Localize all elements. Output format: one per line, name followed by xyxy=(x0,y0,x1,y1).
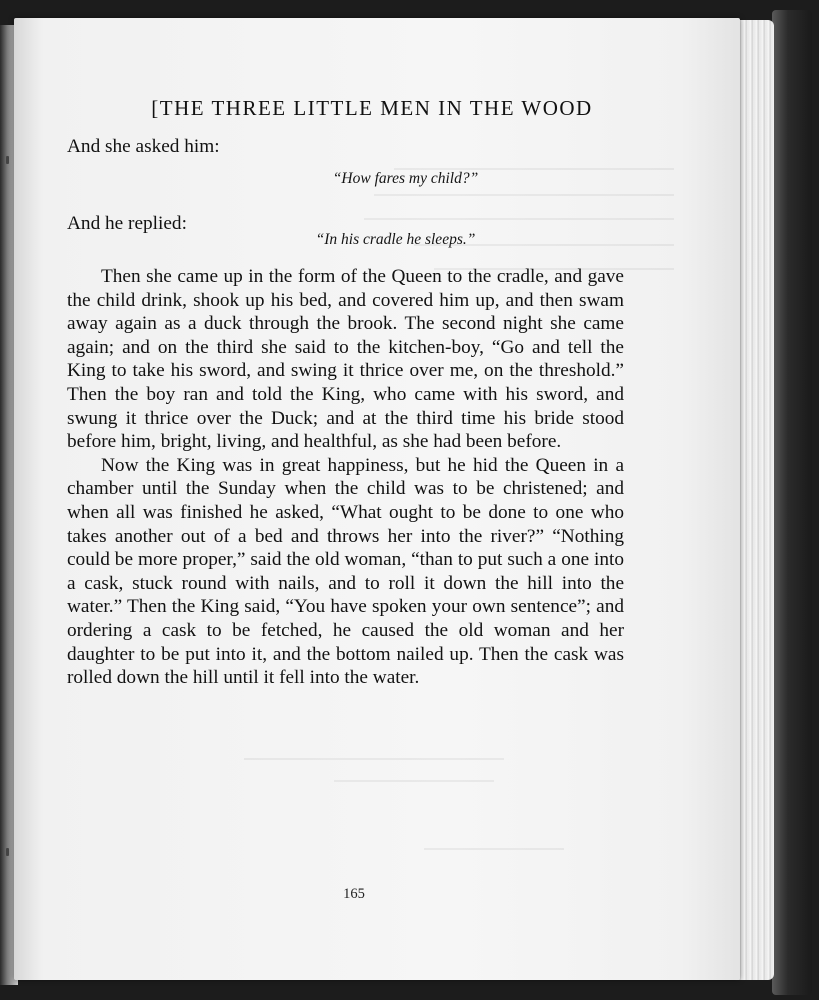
body-text xyxy=(67,265,624,690)
margin-mark xyxy=(6,848,9,856)
book-cover-edge xyxy=(772,10,812,995)
verse-line-2: “In his cradle he sleeps.” xyxy=(315,231,476,248)
paragraph: Then she came up in the form of the Queen to the cradle, and gave the child drink, shook up his bed, and covered him up, and then swam away again as a duck through the brook. The second night she came again; and on the third she said to the kitchen-boy, “Go and tell the King to take his sword, and swing it thrice over me, on the threshold.” Then the boy ran and told the King, who came with his sword, and swung it thrice over the Duck; and at the third time his bride stood before him, bright, living, and healthful, as she had been before. xyxy=(67,266,624,453)
running-head: [THE THREE LITTLE MEN IN THE WOOD xyxy=(151,96,593,120)
dialogue-lead-1: And she asked him: xyxy=(67,136,220,157)
verse-line-1: “How fares my child?” xyxy=(332,170,479,187)
book-page xyxy=(14,18,740,980)
margin-mark xyxy=(6,156,9,164)
dialogue-lead-2: And he replied: xyxy=(67,213,187,234)
paragraph: Now the King was in great happiness, but he hid the Queen in a chamber until the Sunday when the child was to be christened; and when all was finished he asked, “What ought to be done to one who takes another out of a bed and throws her into the river?” “Nothing could be more proper,” said the old woman, “than to put such a one into a cask, stuck round with nails, and to roll it down the hill into the water.” Then the King said, “You have spoken your own sentence”; and ordering a cask to be fetched, he caused the old woman and her daughter to be put into it, and the bottom nailed up. Then the cask was rolled down the hill until it fell into the water. xyxy=(67,454,624,689)
page-number: 165 xyxy=(343,886,365,902)
